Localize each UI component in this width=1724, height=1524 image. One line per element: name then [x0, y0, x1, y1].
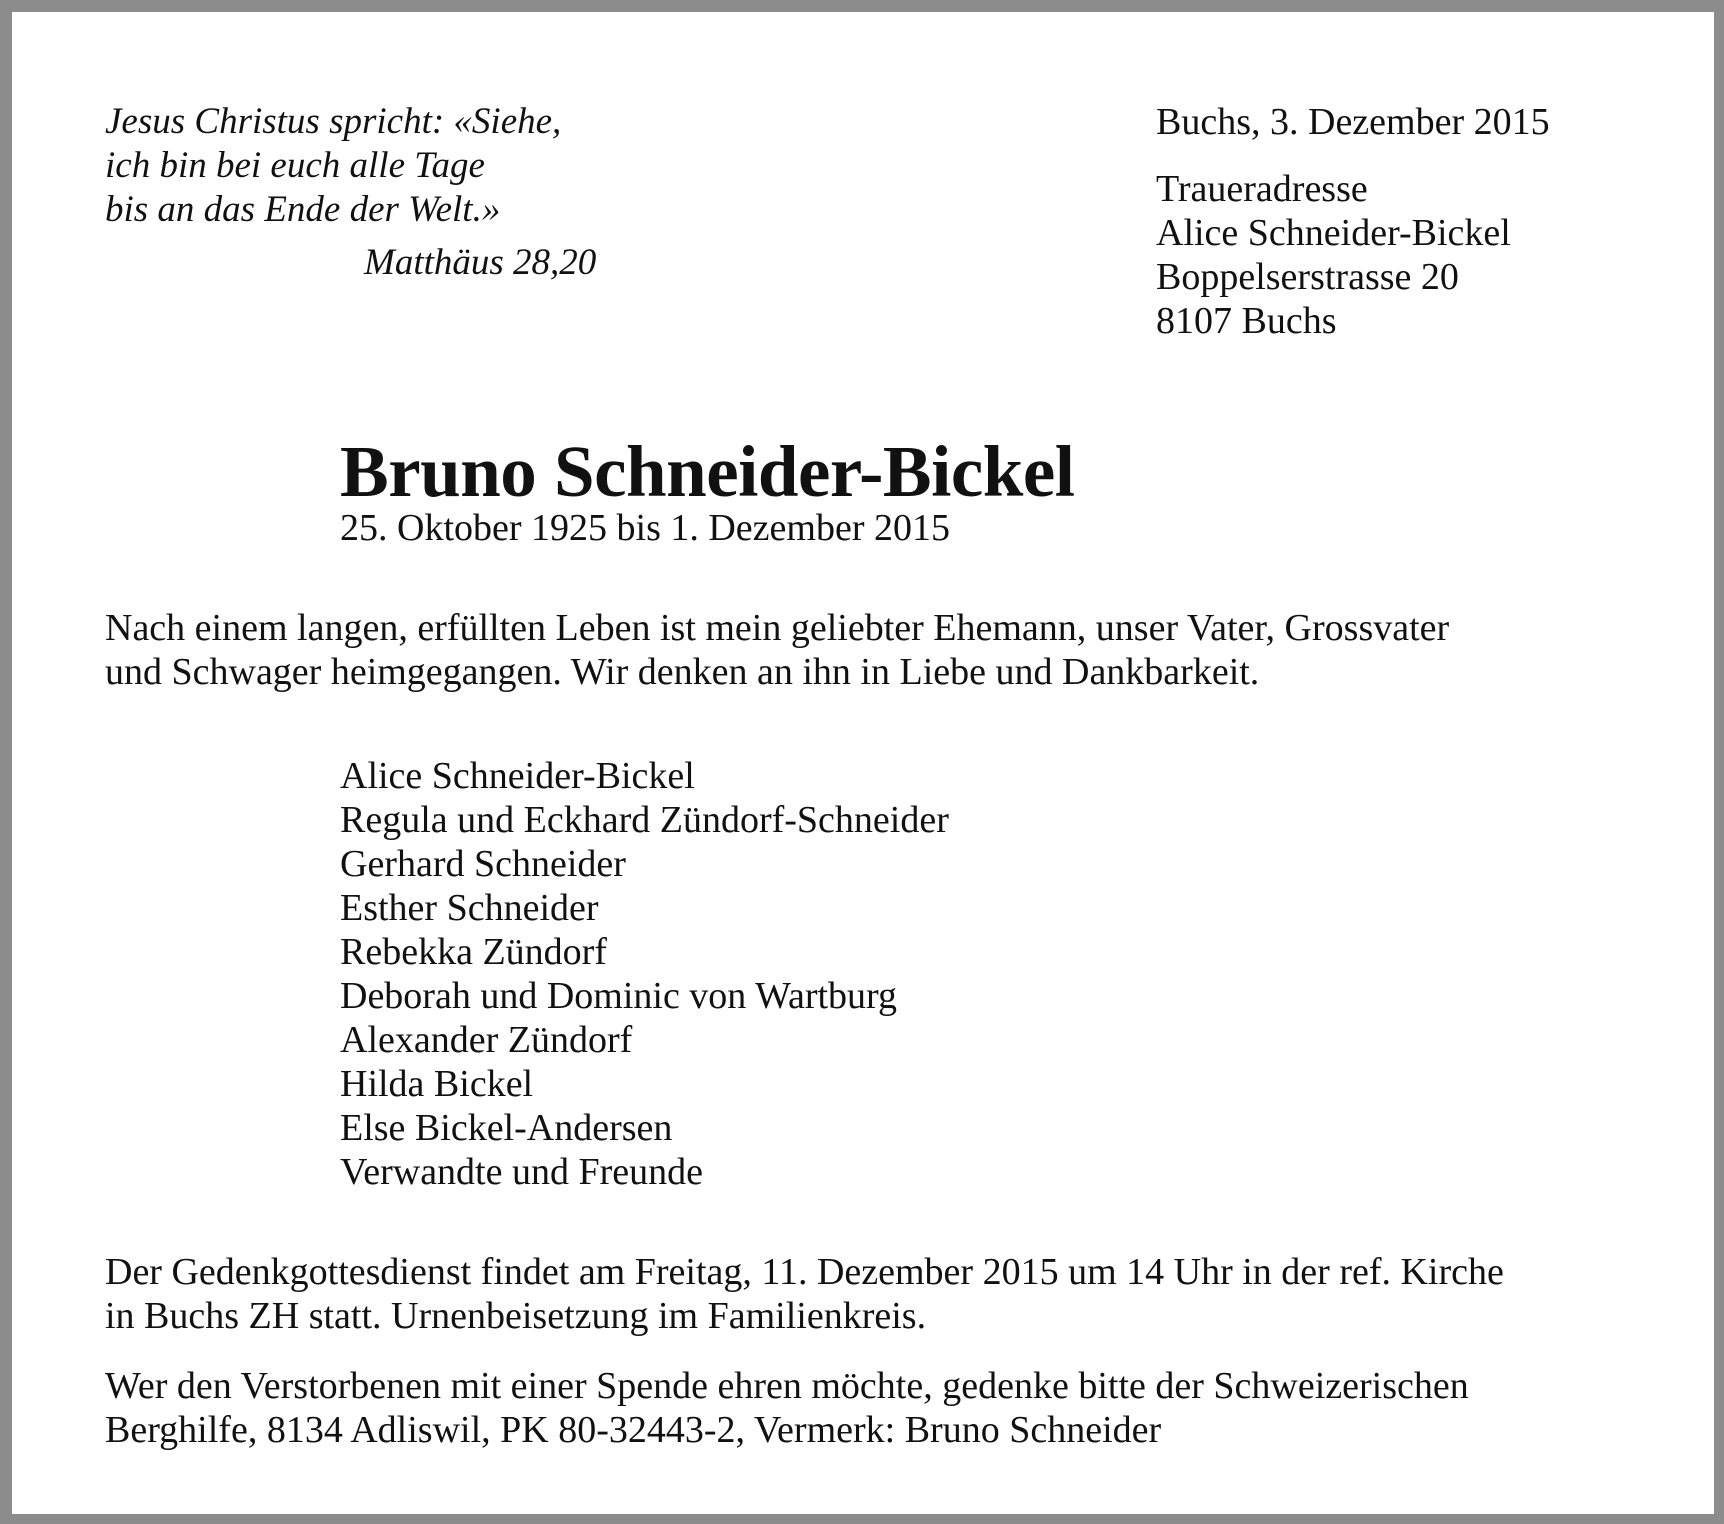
intro-line: Nach einem langen, erfüllten Leben ist mein geliebter Ehemann, unser Vater, Grossvater	[105, 607, 1450, 649]
mourner-name: Regula und Eckhard Zündorf-Schneider	[340, 799, 949, 841]
mourner-name: Alice Schneider-Bickel	[340, 755, 695, 797]
service-line: Der Gedenkgottesdienst findet am Freitag, 11. Dezember 2015 um 14 Uhr in der ref. Kirche	[105, 1251, 1504, 1293]
mourner-name: Hilda Bickel	[340, 1063, 534, 1105]
verse-line: ich bin bei euch alle Tage	[105, 145, 485, 186]
memorial-service-paragraph	[105, 1250, 1504, 1338]
verse-line: Jesus Christus spricht: «Siehe,	[105, 101, 562, 142]
mourner-name: Esther Schneider	[340, 887, 599, 929]
mourner-name: Rebekka Zündorf	[340, 931, 607, 973]
mourners-list	[340, 754, 949, 1194]
intro-line: und Schwager heimgegangen. Wir denken an ihn in Liebe und Dankbarkeit.	[105, 651, 1260, 693]
intro-paragraph	[105, 606, 1449, 694]
donation-line: Berghilfe, 8134 Adliswil, PK 80-32443-2, Vermerk: Bruno Schneider	[105, 1409, 1162, 1451]
address-city: 8107 Buchs	[1156, 300, 1337, 342]
address-label: Traueradresse	[1156, 168, 1368, 210]
mourner-name: Gerhard Schneider	[340, 843, 626, 885]
service-line: in Buchs ZH statt. Urnenbeisetzung im Familienkreis.	[105, 1295, 927, 1337]
deceased-lifespan: 25. Oktober 1925 bis 1. Dezember 2015	[340, 507, 950, 549]
donation-line: Wer den Verstorbenen mit einer Spende ehren möchte, gedenke bitte der Schweizerischen	[105, 1365, 1469, 1407]
mourner-name: Else Bickel-Andersen	[340, 1107, 673, 1149]
address-street: Boppelserstrasse 20	[1156, 256, 1459, 298]
mourner-name: Alexander Zündorf	[340, 1019, 633, 1061]
deceased-name: Bruno Schneider-Bickel	[340, 431, 1075, 512]
donation-paragraph	[105, 1364, 1469, 1452]
bible-verse	[105, 100, 561, 232]
mourning-address	[1156, 167, 1511, 343]
place-and-date: Buchs, 3. Dezember 2015	[1156, 101, 1550, 143]
verse-reference: Matthäus 28,20	[364, 242, 597, 283]
address-name: Alice Schneider-Bickel	[1156, 212, 1511, 254]
mourner-name: Deborah und Dominic von Wartburg	[340, 975, 897, 1017]
verse-line: bis an das Ende der Welt.»	[105, 189, 501, 230]
mourner-name: Verwandte und Freunde	[340, 1151, 704, 1193]
